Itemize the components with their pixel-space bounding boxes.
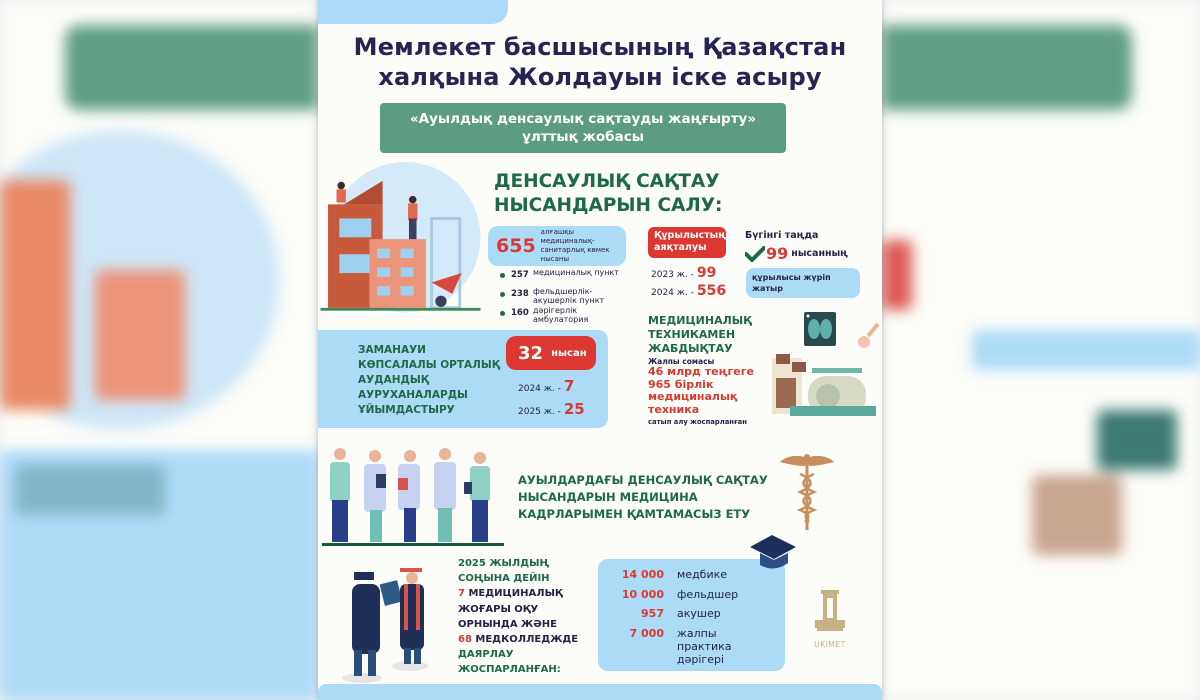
construction-title-line-1: ДЕНСАУЛЫҚ САҚТАУ xyxy=(494,171,720,192)
completion-badge xyxy=(648,227,726,258)
equipment-sum-label: Жалпы сомасы xyxy=(648,357,715,366)
training-line-text: МЕДИЦИНАЛЫҚ xyxy=(464,588,563,600)
bullet-icon xyxy=(500,292,505,297)
hospitals-line: КӨПСАЛАЛЫ ОРТАЛЫҚ xyxy=(358,359,500,371)
hospitals-line: ЗАМАНАУИ xyxy=(358,344,426,356)
today-value: 99 xyxy=(766,244,789,263)
construction-title-line-2: НЫСАНДАРЫН САЛУ: xyxy=(494,195,723,216)
list-item xyxy=(598,588,785,608)
completion-label-line-2: аяқталуы xyxy=(654,242,707,253)
desc-line-2: санитарлық көмек xyxy=(540,246,610,254)
facility-label xyxy=(533,307,588,324)
training-line: ДАЯРЛАУ xyxy=(458,649,514,661)
equipment-section xyxy=(648,314,788,426)
universities-count: 7 xyxy=(458,588,465,600)
facility-count: 160 xyxy=(511,308,529,318)
list-item xyxy=(500,268,619,287)
primary-care-total xyxy=(488,226,626,266)
hospitals-year-row xyxy=(518,400,585,418)
training-line: ОРНЫНДА ЖӘНЕ xyxy=(458,618,557,630)
list-item xyxy=(500,306,619,325)
target-label: жалпы практика дәрігері xyxy=(677,626,732,666)
page-title xyxy=(318,32,882,92)
training-line: ЖОСПАРЛАНҒАН: xyxy=(458,664,561,676)
training-text xyxy=(458,556,578,678)
training-targets-panel xyxy=(598,559,785,671)
staff-line: НЫСАНДАРЫН МЕДИЦИНА xyxy=(518,490,698,504)
in-progress-box xyxy=(746,268,860,298)
staff-section-text xyxy=(518,472,768,523)
medical-equipment-illustration xyxy=(768,306,882,426)
hospitals-total-unit: нысан xyxy=(551,347,587,359)
government-building-icon xyxy=(815,588,845,634)
project-banner xyxy=(380,103,786,153)
staff-line: КАДРЛАРЫМЕН ҚАМТАМАСЫЗ ЕТУ xyxy=(518,507,751,521)
in-progress-line-2: жатыр xyxy=(752,284,783,293)
year-value: 556 xyxy=(696,283,727,299)
training-line: ЖОҒАРЫ ОҚУ xyxy=(458,603,539,615)
training-line: 2025 ЖЫЛДЫҢ xyxy=(458,558,550,569)
desc-line-3: нысаны xyxy=(540,255,570,263)
list-item xyxy=(598,626,785,666)
title-line-1: Мемлекет басшысының Қазақстан xyxy=(353,33,847,61)
year-value: 7 xyxy=(563,377,575,395)
staff-line: АУЫЛДАРДАҒЫ ДЕНСАУЛЫҚ САҚТАУ xyxy=(518,473,768,487)
year-value: 25 xyxy=(563,400,585,418)
today-label: Бүгінгі таңда xyxy=(745,230,819,241)
facility-label-line: акушерлік пункт xyxy=(533,295,605,305)
completion-year-row xyxy=(651,265,716,281)
checkmark-icon xyxy=(745,246,765,262)
graduation-cap-icon xyxy=(748,533,798,573)
construction-illustration xyxy=(318,162,483,322)
facility-label xyxy=(533,288,604,305)
target-label: акушер xyxy=(677,607,721,620)
project-line-1: «Ауылдық денсаулық сақтауды жаңғырту» xyxy=(409,111,757,127)
facility-label-line: медициналық пункт xyxy=(533,268,619,277)
facility-label-line: фельдшерлік- xyxy=(533,287,593,296)
title-line-2: халқына Жолдауын іске асыру xyxy=(378,63,822,91)
target-count: 10 000 xyxy=(621,587,664,601)
facility-label xyxy=(533,269,619,278)
year-label: 2024 ж. - xyxy=(651,288,694,298)
facility-label-line: дәрігерлік xyxy=(533,306,578,315)
facility-label-line: амбулатория xyxy=(533,314,589,324)
ukimet-logo xyxy=(810,588,850,650)
primary-care-total-desc xyxy=(541,228,626,264)
training-line xyxy=(458,586,578,601)
target-count: 14 000 xyxy=(621,568,664,581)
equipment-amount-line: 46 млрд теңгеге xyxy=(648,365,754,378)
bullet-icon xyxy=(500,273,505,278)
year-label: 2025 ж. - xyxy=(518,407,561,417)
hospitals-line: АУРУХАНАЛАРДЫ xyxy=(358,389,468,401)
equipment-amount-line: 965 бірлік xyxy=(648,377,714,391)
facility-breakdown-list xyxy=(500,268,619,325)
year-label: 2023 ж. - xyxy=(651,270,694,280)
list-item xyxy=(598,607,785,627)
training-line-text: МЕДКОЛЛЕДЖДЕ xyxy=(471,634,579,646)
equipment-amount-line: медициналық xyxy=(648,390,738,403)
facility-count: 257 xyxy=(511,270,529,280)
hospitals-line: АУДАНДЫҚ xyxy=(358,374,429,386)
target-label: медбике xyxy=(677,568,728,581)
equipment-footer: сатып алу жоспарланған xyxy=(648,418,747,426)
hospitals-year-row xyxy=(518,377,574,395)
equipment-title-line: ТЕХНИКАМЕН xyxy=(648,328,736,341)
infographic-poster xyxy=(318,0,882,700)
equipment-title-line: ЖАБДЫҚТАУ xyxy=(648,342,733,355)
training-line xyxy=(458,632,578,647)
in-progress-line-1: құрылысы жүріп xyxy=(752,273,831,282)
completion-label-line-1: Құрылыстың xyxy=(654,230,726,241)
blurred-background-left xyxy=(0,0,318,700)
caduceus-icon xyxy=(778,452,836,532)
blurred-background-right xyxy=(882,0,1200,700)
ukimet-logo-text: UKIMET xyxy=(814,640,846,649)
list-item xyxy=(500,287,619,306)
primary-care-total-value: 655 xyxy=(496,235,536,257)
completion-year-row xyxy=(651,283,726,299)
medical-staff-illustration xyxy=(318,442,506,547)
target-count: 957 xyxy=(641,607,664,620)
hospitals-line: ҰЙЫМДАСТЫРУ xyxy=(358,404,455,416)
facility-count: 238 xyxy=(511,289,529,299)
hospitals-text xyxy=(358,343,500,418)
hospitals-total-value: 32 xyxy=(518,342,544,364)
desc-line-1: алғашқы медициналық- xyxy=(540,228,595,245)
construction-title xyxy=(494,170,722,218)
year-value: 99 xyxy=(696,265,717,281)
year-label: 2024 ж. - xyxy=(518,384,561,394)
graduation-illustration xyxy=(340,560,440,690)
target-count: 7 000 xyxy=(629,626,664,640)
bottom-strip xyxy=(318,684,882,700)
equipment-title-line: МЕДИЦИНАЛЫҚ xyxy=(648,314,752,327)
today-count xyxy=(745,244,848,263)
hospitals-total-badge xyxy=(506,336,596,370)
training-line: СОҢЫНА ДЕЙІН xyxy=(458,573,550,585)
bullet-icon xyxy=(500,311,505,316)
project-line-2: ұлттық жобасы xyxy=(522,129,644,145)
colleges-count: 68 xyxy=(458,634,472,646)
equipment-amount-line: техника xyxy=(648,402,700,416)
divider-line xyxy=(322,543,504,546)
today-unit: нысанның xyxy=(791,248,848,259)
top-tab-decoration xyxy=(318,0,508,24)
target-label: фельдшер xyxy=(677,587,739,601)
